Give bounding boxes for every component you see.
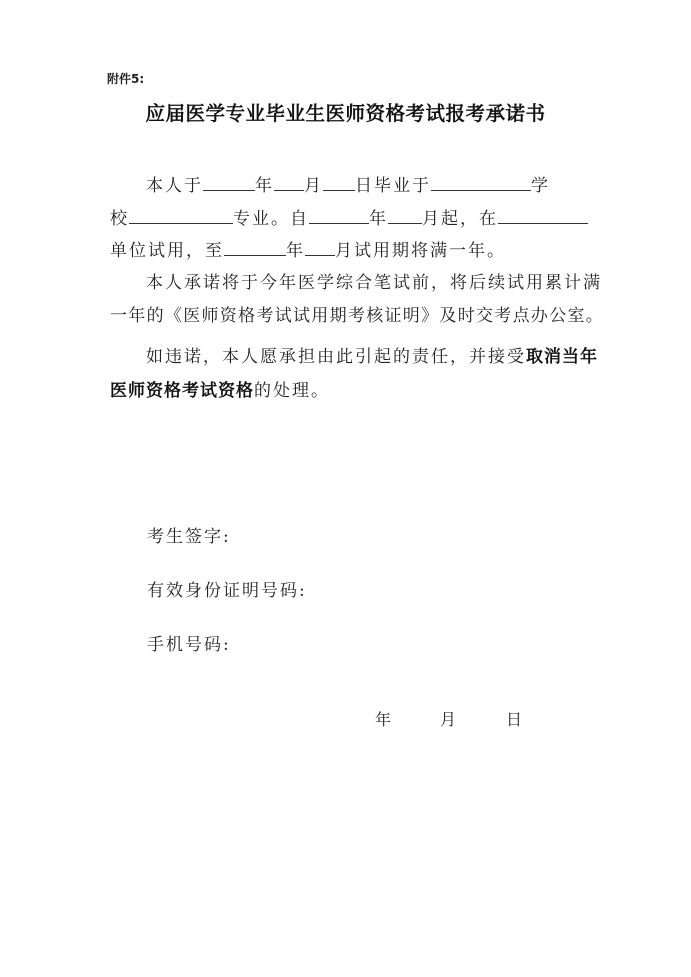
graduation-day-blank[interactable] bbox=[323, 174, 355, 191]
text-segment: 月 bbox=[304, 176, 323, 196]
signature-field[interactable] bbox=[147, 522, 231, 547]
para1-line1 bbox=[146, 174, 550, 197]
text-segment: 月试用期将满一年。 bbox=[335, 241, 506, 261]
text-segment: 校 bbox=[110, 209, 129, 229]
graduation-year-blank[interactable] bbox=[203, 174, 255, 191]
para1-line2 bbox=[110, 207, 588, 230]
para1-line3 bbox=[110, 239, 506, 262]
trial-end-year-blank[interactable] bbox=[224, 239, 286, 256]
date-year-label: 年 bbox=[375, 710, 392, 729]
date-day-label: 日 bbox=[506, 710, 523, 729]
text-segment: 本人于 bbox=[146, 176, 203, 196]
trial-start-month-blank[interactable] bbox=[388, 207, 422, 224]
phone-number-label: 手机号码: bbox=[147, 635, 231, 655]
text-segment: 单位试用，至 bbox=[110, 241, 224, 261]
emphasis-text: 医师资格考试资格 bbox=[110, 381, 254, 401]
document-title: 应届医学专业毕业生医师资格考试报考承诺书 bbox=[145, 102, 546, 125]
text-segment: 月起，在 bbox=[422, 209, 498, 229]
para3-line1 bbox=[146, 346, 598, 368]
id-number-field[interactable] bbox=[147, 576, 307, 601]
trial-start-year-blank[interactable] bbox=[309, 207, 369, 224]
text-segment: 年 bbox=[255, 176, 274, 196]
text-segment: 年 bbox=[286, 241, 305, 261]
major-blank[interactable] bbox=[129, 207, 233, 224]
text-segment: 日毕业于 bbox=[355, 176, 431, 196]
text-segment: 专业。自 bbox=[233, 209, 309, 229]
text-segment: 的处理。 bbox=[254, 381, 330, 401]
graduation-month-blank[interactable] bbox=[274, 174, 304, 191]
date-month-label: 月 bbox=[440, 710, 457, 729]
school-name-blank[interactable] bbox=[431, 174, 531, 191]
attachment-label: 附件5: bbox=[107, 72, 145, 86]
text-segment: 学 bbox=[531, 176, 550, 196]
para2-line1: 本人承诺将于今年医学综合笔试前，将后续试用累计满 bbox=[146, 273, 602, 293]
id-number-label: 有效身份证明号码: bbox=[147, 581, 307, 601]
signature-label: 考生签字: bbox=[147, 527, 231, 547]
emphasis-text: 取消当年 bbox=[526, 347, 598, 367]
para3-line2 bbox=[110, 380, 330, 402]
para2-line2: 一年的《医师资格考试试用期考核证明》及时交考点办公室。 bbox=[110, 306, 605, 326]
employer-blank[interactable] bbox=[498, 207, 588, 224]
text-segment: 如违诺，本人愿承担由此引起的责任，并接受 bbox=[146, 347, 526, 367]
text-segment: 年 bbox=[369, 209, 388, 229]
trial-end-month-blank[interactable] bbox=[305, 239, 335, 256]
phone-number-field[interactable] bbox=[147, 630, 231, 655]
